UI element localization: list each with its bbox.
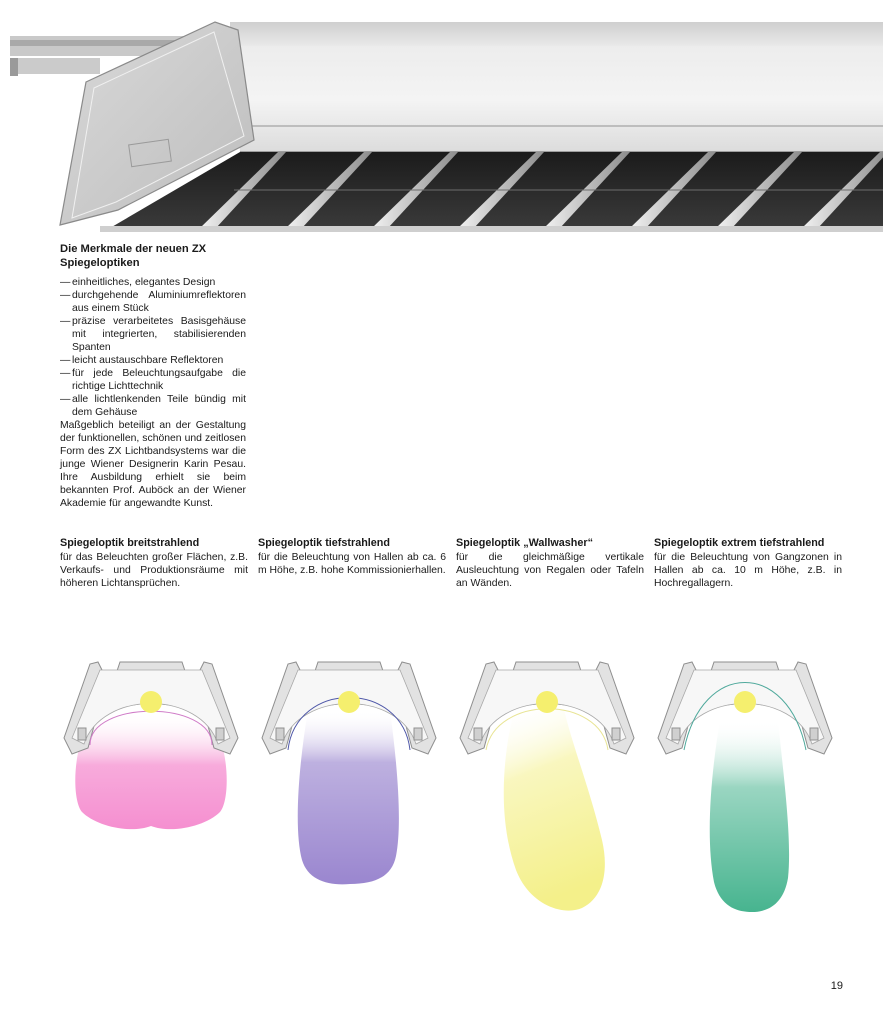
housing-clip: [810, 728, 818, 740]
optic-wallwasher: [456, 537, 644, 590]
housing-clip: [414, 728, 422, 740]
optic-breitstrahlend: [60, 537, 248, 590]
optic-tiefstrahlend: [258, 537, 446, 577]
light-beam: [75, 713, 226, 830]
feature-item: — für jede Beleuchtungsaufgabe die richtige Lichttechnik: [60, 367, 246, 393]
lamp-circle: [140, 691, 162, 713]
optic-description: für die gleichmäßige vertikale Ausleuchtung von Regalen oder Tafeln an Wänden.: [456, 552, 644, 589]
diagram-breitstrahlend: [60, 650, 242, 920]
housing-clip: [78, 728, 86, 740]
housing-clip: [672, 728, 680, 740]
diagram-extrem-tiefstrahlend: [654, 650, 836, 920]
lamp-circle: [338, 691, 360, 713]
optic-title: Spiegeloptik extrem tiefstrahlend: [654, 537, 825, 549]
designer-paragraph: Maßgeblich beteiligt an der Gestaltung der funktionellen, schönen und zeitlosen Form des ZX Lichtbandsystems war die junge Wiener Designerin Karin Pesau. Ihre Ausbildung erhielt sie beim bekannten Prof. Auböck an der Wiener Akademie für angewandte Kunst.: [60, 420, 246, 509]
light-beam: [298, 710, 399, 884]
optic-title: Spiegeloptik tiefstrahlend: [258, 537, 390, 549]
optic-title: Spiegeloptik breitstrahlend: [60, 537, 200, 549]
housing-clip: [216, 728, 224, 740]
light-beam: [504, 710, 605, 911]
page-number: 19: [830, 980, 843, 992]
features-list: [60, 276, 246, 419]
light-beam: [710, 720, 789, 912]
lamp-circle: [536, 691, 558, 713]
optic-extrem-tiefstrahlend: [654, 537, 842, 590]
luminaire-photo: [0, 0, 883, 240]
optic-description: für die Beleuchtung von Gangzonen in Hallen ab ca. 10 m Höhe, z.B. in Hochregallagern.: [654, 552, 842, 589]
feature-item: — präzise verarbeitetes Basisgehäuse mit integrierten, stabilisierenden Spanten: [60, 315, 246, 354]
housing-clip: [276, 728, 284, 740]
feature-item: — leicht austauschbare Reflektoren: [60, 354, 246, 367]
feature-item: — einheitliches, elegantes Design: [60, 276, 246, 289]
housing-clip: [612, 728, 620, 740]
optic-description: für die Beleuchtung von Hallen ab ca. 6 m Höhe, z.B. hohe Kommissionierhallen.: [258, 552, 446, 576]
features-heading: Die Merkmale der neuen ZX Spiegeloptiken: [60, 243, 207, 269]
feature-item: — durchgehende Aluminiumreflektoren aus einem Stück: [60, 289, 246, 315]
optic-title: Spiegeloptik „Wallwasher“: [456, 537, 593, 549]
diagram-tiefstrahlend: [258, 650, 440, 920]
features-section: [60, 243, 246, 510]
feature-item: — alle lichtlenkenden Teile bündig mit dem Gehäuse: [60, 393, 246, 419]
housing-clip: [474, 728, 482, 740]
optic-description: für das Beleuchten großer Flächen, z.B. Verkaufs- und Produktionsräume mit höheren Lichtansprüchen.: [60, 552, 248, 589]
diagram-wallwasher: [456, 650, 638, 920]
lamp-circle: [734, 691, 756, 713]
